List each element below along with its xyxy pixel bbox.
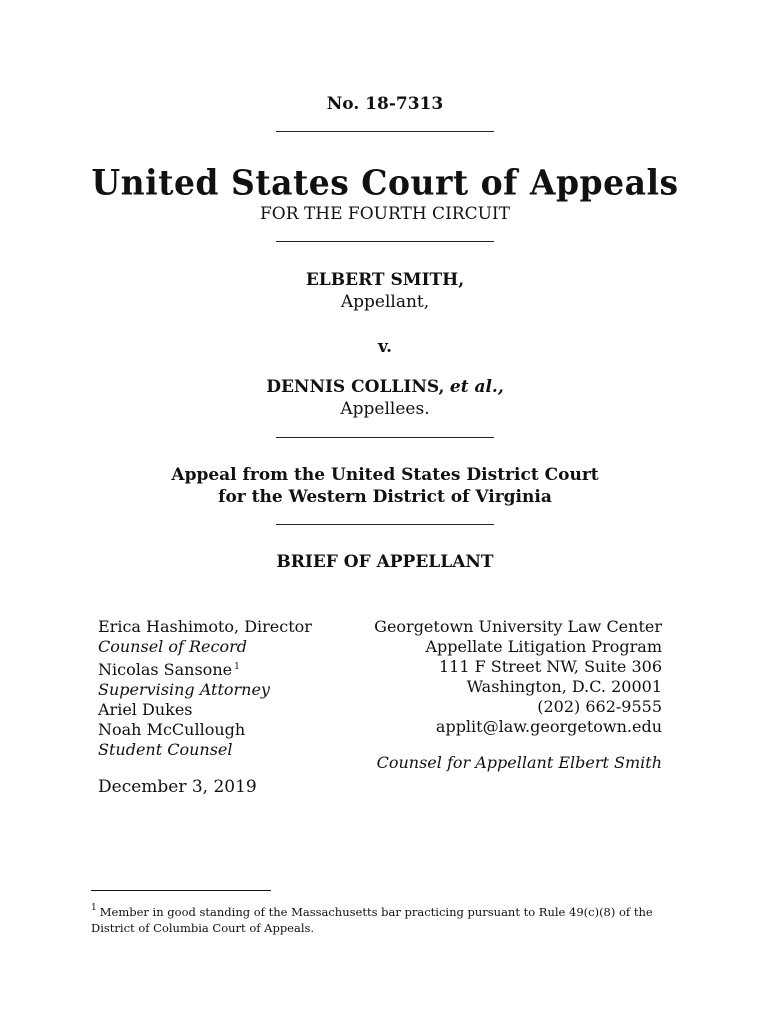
court-name: United States Court of Appeals	[91, 162, 679, 203]
street-address: 111 F Street NW, Suite 306	[438, 657, 662, 676]
counsel-role: Counsel of Record	[98, 637, 248, 656]
institution-name: Georgetown University Law Center	[374, 617, 662, 636]
counsel-name: Noah McCullough	[98, 720, 246, 739]
phone-number: (202) 662-9555	[537, 697, 662, 716]
separator-rule	[276, 131, 494, 132]
footnote-text: Member in good standing of the Massachusetts bar practicing pursuant to Rule 49(c)(8) of the District of Columbia Court of Appeals.	[91, 905, 653, 935]
document-title: BRIEF OF APPELLANT	[276, 552, 494, 572]
circuit-name: FOR THE FOURTH CIRCUIT	[260, 204, 510, 224]
counsel-list	[98, 617, 378, 760]
appellee-role: Appellees.	[340, 399, 430, 419]
separator-rule	[276, 241, 494, 242]
appellant-name: ELBERT SMITH,	[305, 270, 465, 290]
docket-number: No. 18-7313	[326, 94, 444, 114]
counsel-address	[342, 617, 662, 773]
counsel-role: Student Counsel	[98, 740, 233, 759]
counsel-name-with-footnote	[98, 657, 378, 680]
city-state-zip: Washington, D.C. 20001	[466, 677, 662, 696]
appeal-from-line2: for the Western District of Virginia	[218, 487, 552, 507]
footnote	[91, 900, 691, 936]
filing-date: December 3, 2019	[98, 777, 257, 797]
separator-rule	[276, 524, 494, 525]
appellant-role: Appellant,	[340, 292, 430, 312]
footnote-separator	[91, 890, 271, 891]
separator-rule	[276, 437, 494, 438]
footnote-marker: 1	[234, 662, 240, 672]
program-name: Appellate Litigation Program	[425, 637, 662, 656]
counsel-for: Counsel for Appellant Elbert Smith	[376, 753, 662, 772]
counsel-role: Supervising Attorney	[98, 680, 270, 699]
versus: v.	[377, 337, 393, 357]
appeal-from-line1: Appeal from the United States District Court	[171, 465, 599, 485]
appellee-line	[0, 377, 770, 398]
counsel-name: Ariel Dukes	[98, 700, 193, 719]
appellee-name: DENNIS COLLINS,	[266, 377, 445, 397]
appellee-et-al: et al.,	[449, 377, 504, 397]
counsel-name: Erica Hashimoto, Director	[98, 617, 312, 636]
email-address: applit@law.georgetown.edu	[435, 717, 662, 736]
counsel-name: Nicolas Sansone	[98, 660, 233, 679]
footnote-marker: 1	[91, 903, 97, 913]
